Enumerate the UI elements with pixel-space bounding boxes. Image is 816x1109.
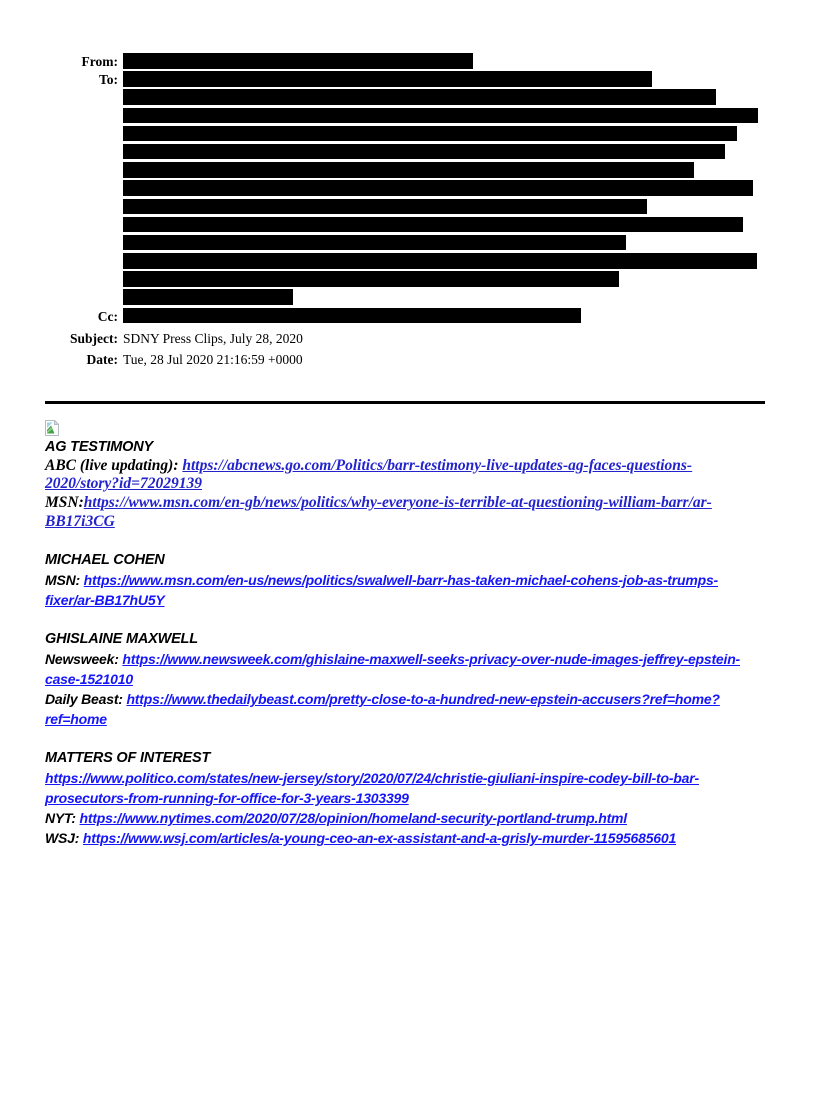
text-line <box>45 649 773 669</box>
redaction-bar <box>123 199 647 215</box>
redaction-bar <box>123 71 652 87</box>
text-line <box>45 788 773 808</box>
section-matters-of-interest <box>45 749 773 848</box>
header-body-divider <box>45 401 765 404</box>
hyperlink[interactable]: prosecutors-from-running-for-office-for-3-years-1303399 <box>45 790 409 807</box>
hyperlink[interactable]: https://www.msn.com/en-gb/news/politics/why-everyone-is-terrible-at-questioning-william-barr/ar- <box>83 494 712 511</box>
section-michael-cohen <box>45 551 773 610</box>
section-ghislaine-maxwell <box>45 630 773 729</box>
redaction-bar <box>123 289 293 305</box>
hyperlink[interactable]: BB17i3CG <box>45 512 115 530</box>
text-line <box>45 689 773 709</box>
text-line <box>45 457 773 476</box>
source-label: Newsweek: <box>45 651 123 668</box>
text-line <box>45 669 773 689</box>
email-header <box>45 53 816 368</box>
section-ag-testimony <box>45 438 773 531</box>
to-value <box>123 71 816 307</box>
redaction-bar <box>123 126 737 142</box>
header-label-to: To: <box>98 72 118 88</box>
broken-image-icon <box>45 420 59 436</box>
source-label: MSN: <box>45 494 84 511</box>
hyperlink[interactable]: 2020/story?id=72029139 <box>45 475 202 493</box>
hyperlink[interactable]: https://abcnews.go.com/Politics/barr-testimony-live-updates-ag-faces-questions- <box>182 456 693 474</box>
header-label-cc: Cc: <box>97 308 118 324</box>
source-label: WSJ: <box>45 830 83 847</box>
hyperlink[interactable]: https://www.msn.com/en-us/news/politics/swalwell-barr-has-taken-michael-cohens-job-as-trumps- <box>83 572 719 589</box>
text-line <box>45 828 773 848</box>
from-value <box>123 53 816 71</box>
source-label: NYT: <box>45 810 80 827</box>
hyperlink[interactable]: https://www.nytimes.com/2020/07/28/opinion/homeland-security-portland-trump.html <box>79 810 627 827</box>
header-field-from <box>45 53 816 71</box>
header-label-from: From: <box>81 54 118 69</box>
hyperlink[interactable]: https://www.newsweek.com/ghislaine-maxwell-seeks-privacy-over-nude-images-jeffrey-epstein- <box>122 651 741 668</box>
text-line <box>45 768 773 788</box>
hyperlink[interactable]: https://www.wsj.com/articles/a-young-ceo-an-ex-assistant-and-a-grisly-murder-11595685601 <box>82 830 677 847</box>
section-heading-matters-of-interest: MATTERS OF INTEREST <box>45 750 211 767</box>
hyperlink[interactable]: https://www.thedailybeast.com/pretty-close-to-a-hundred-new-epstein-accusers?ref=home? <box>126 691 720 708</box>
section-heading-ag-testimony: AG TESTIMONY <box>45 438 153 455</box>
source-label: ABC (live updating): <box>45 456 183 474</box>
redaction-bar <box>123 108 758 124</box>
hyperlink[interactable]: fixer/ar-BB17hU5Y <box>45 592 165 609</box>
hyperlink[interactable]: https://www.politico.com/states/new-jersey/story/2020/07/24/christie-giuliani-inspire-codey-bill-to-bar- <box>45 770 699 787</box>
header-field-cc <box>45 308 816 326</box>
redaction-bar <box>123 89 716 105</box>
section-heading-michael-cohen: MICHAEL COHEN <box>45 552 165 569</box>
source-label: Daily Beast: <box>45 691 127 708</box>
redaction-bar <box>123 253 757 269</box>
source-label: MSN: <box>45 572 84 589</box>
date-value: Tue, 28 Jul 2020 21:16:59 +0000 <box>123 351 303 367</box>
section-heading-ghislaine-maxwell: GHISLAINE MAXWELL <box>45 631 198 648</box>
email-body <box>45 420 773 848</box>
redaction-bar <box>123 162 694 178</box>
cc-value <box>123 308 816 326</box>
header-field-subject <box>45 330 816 347</box>
redaction-bar <box>123 308 581 324</box>
header-label-subject: Subject: <box>70 330 118 346</box>
redaction-bar <box>123 235 626 251</box>
hyperlink[interactable]: ref=home <box>45 711 107 728</box>
text-line <box>45 590 773 610</box>
text-line <box>45 475 773 494</box>
header-field-date <box>45 351 816 368</box>
header-field-to <box>45 71 816 307</box>
redaction-bar <box>123 180 753 196</box>
text-line <box>45 570 773 590</box>
email-body-sections <box>45 438 773 848</box>
redaction-bar <box>123 53 473 69</box>
text-line <box>45 709 773 729</box>
text-line <box>45 808 773 828</box>
header-label-date: Date: <box>86 351 118 367</box>
text-line <box>45 513 773 532</box>
text-line <box>45 494 773 513</box>
redaction-bar <box>123 144 725 160</box>
redaction-bar <box>123 217 743 233</box>
redaction-bar <box>123 271 619 287</box>
subject-value: SDNY Press Clips, July 28, 2020 <box>123 330 303 346</box>
hyperlink[interactable]: case-1521010 <box>45 671 133 688</box>
